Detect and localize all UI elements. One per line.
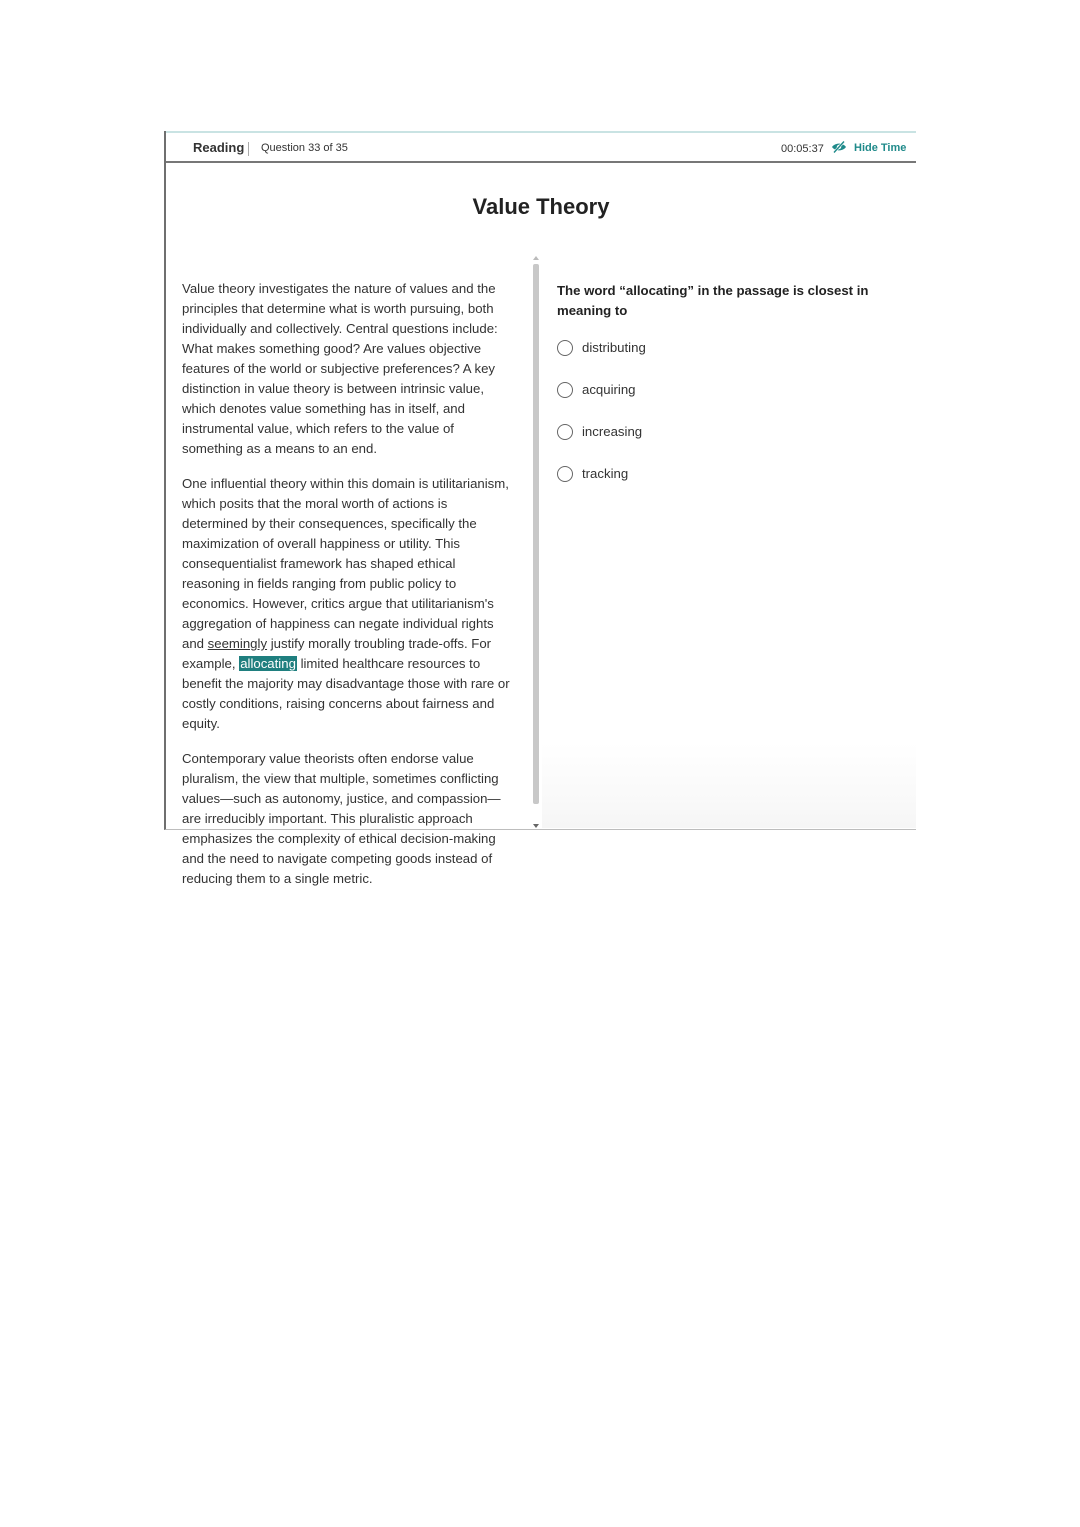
- answer-label[interactable]: distributing: [582, 340, 646, 355]
- section-name: Reading: [193, 140, 245, 155]
- panel-shade: [542, 743, 916, 828]
- answer-option-2[interactable]: [557, 381, 887, 423]
- answer-label[interactable]: tracking: [582, 466, 629, 481]
- passage-text[interactable]: [182, 279, 514, 904]
- paragraph-2-text-start: One influential theory within this domain is utilitarianism, which posits that the moral worth of actions is determined by their consequences, specifically the maximization of overall happiness or utility. This consequentialist framework has shaped ethical reasoning in fields ranging from public policy to economics. However, critics argue that utilitarianism's aggregation of happiness can negate individual rights and: [182, 476, 509, 651]
- question-prompt: The word “allocating” in the passage is closest in meaning to: [557, 283, 869, 318]
- radio-button[interactable]: [557, 382, 573, 398]
- scroll-thumb[interactable]: [533, 264, 539, 804]
- answer-option-1[interactable]: [557, 339, 887, 381]
- top-bar: [166, 131, 916, 163]
- passage-paragraph-3: Contemporary value theorists often endorse value pluralism, the view that multiple, sometimes conflicting values—such as autonomy, justice, and compassion—are irreducibly important. This pluralistic approach emphasizes the complexity of ethical decision-making and the need to navigate competing goods instead of reducing them to a single metric.: [182, 751, 501, 886]
- scroll-down-arrow-icon[interactable]: [533, 824, 539, 828]
- passage-scrollbar[interactable]: [532, 256, 540, 828]
- scroll-up-arrow-icon[interactable]: [533, 256, 539, 260]
- radio-button[interactable]: [557, 424, 573, 440]
- passage-paragraph-2: [182, 474, 514, 734]
- answer-option-3[interactable]: [557, 423, 887, 465]
- answer-option-4[interactable]: [557, 465, 887, 507]
- answer-options: [557, 339, 887, 507]
- paragraph-2-text-middle: justify morally troubling trade-offs. For example,: [182, 636, 492, 671]
- hide-time-button[interactable]: Hide Time: [854, 142, 907, 154]
- passage-paragraph-1: Value theory investigates the nature of values and the principles that determine what is worth pursuing, both individually and collectively. Central questions include: What makes something good? Are values objective features of the world or subjective preferences? A key distinction in value theory is between intrinsic value, which denotes value something has in itself, and instrumental value, which refers to the value of something as a means to an end.: [182, 281, 498, 456]
- answer-label[interactable]: increasing: [582, 424, 643, 439]
- radio-button[interactable]: [557, 466, 573, 482]
- timer: 00:05:37: [781, 143, 824, 155]
- underlined-word: seemingly: [207, 636, 268, 651]
- passage-title: Value Theory: [472, 194, 610, 219]
- highlighted-word: allocating: [240, 656, 296, 671]
- divider: [248, 142, 249, 156]
- test-window: [164, 131, 916, 886]
- answer-label[interactable]: acquiring: [582, 382, 636, 397]
- eye-slash-icon[interactable]: [831, 140, 847, 154]
- radio-button[interactable]: [557, 340, 573, 356]
- question-counter: Question 33 of 35: [261, 142, 348, 154]
- paragraph-2-text-end: limited healthcare resources to benefit the majority may disadvantage those with rare or costly conditions, raising concerns about fairness and equity.: [182, 656, 510, 731]
